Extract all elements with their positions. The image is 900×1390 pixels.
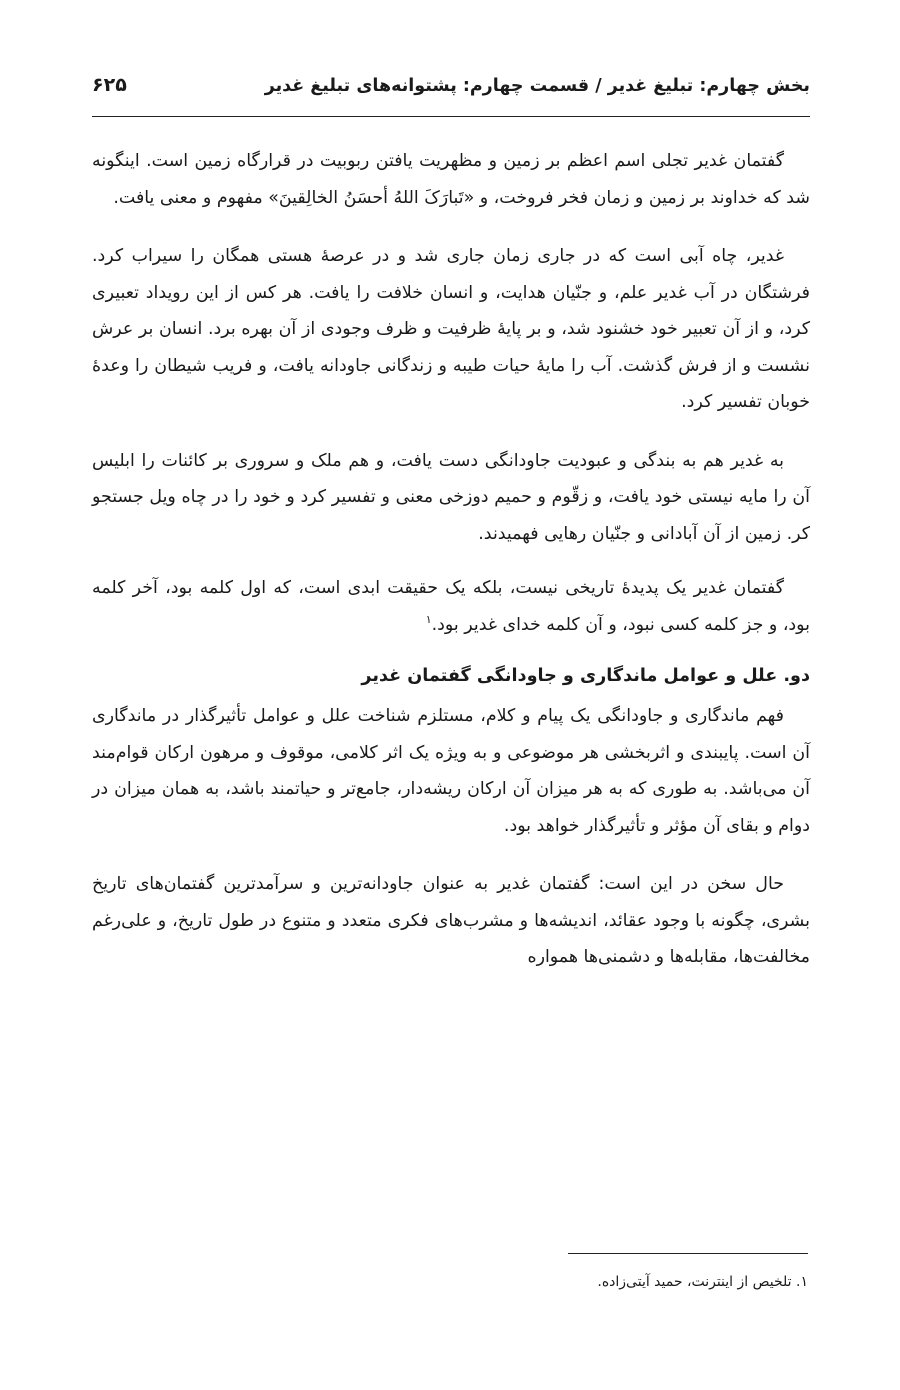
page-header: [92, 72, 810, 117]
section-heading: دو. علل و عوامل ماندگاری و جاودانگی گفتمان غدیر: [361, 666, 810, 686]
footnote-divider: [568, 1253, 808, 1254]
paragraph-4-text: گفتمان غدیر یک پدیدهٔ تاریخی نیست، بلکه یک حقیقت ابدی است، که اول کلمه بود، آخر کلمه بود، و جز کلمه کسی نبود، و آن کلمه خدای غدیر بود.: [92, 578, 810, 635]
paragraph-2: غدیر، چاه آبی است که در جاری زمان جاری شد و در عرصهٔ هستی همگان را سیراب کرد. فرشتگان در آب غدیر علم، و جنّیان هدایت، و انسان خلافت را یافت. هر کس از این رویداد تعبیری کرد، و از آن تعبیر خود خشنود شد، و بر پایهٔ ظرفیت و ظرف وجودی از آن بهره برد. انسان بر عرش نشست و از فرش گذشت. آب را مایهٔ حیات طیبه و زندگانی جاودانه یافت، و فریب شیطان را وعدهٔ خوبان تفسیر کرد.: [92, 246, 810, 412]
footnote-marker[interactable]: ۱: [425, 612, 432, 626]
main-text: [92, 143, 810, 976]
paragraph-4: [92, 570, 810, 643]
page-number: ۶۲۵: [92, 74, 127, 96]
paragraph-3: به غدیر هم به بندگی و عبودیت جاودانگی دست یافت، و هم ملک و سروری بر کائنات را ابلیس آن را مایه نیستی خود یافت، و زقّوم و حمیم دوزخی معنی و تفسیر کرد و خود را در چاه ویل جستجو کر. زمین از آن آبادانی و جنّیان رهایی فهمیدند.: [92, 450, 810, 544]
paragraph-1: گفتمان غدیر تجلی اسم اعظم بر زمین و مظهریت یافتن ربوبیت در قرارگاه زمین است. اینگونه شد که خداوند بر زمین و زمان فخر فروخت، و «تَبارَکَ اللهُ أحسَنُ الخالِقینَ» مفهوم و معنی یافت.: [92, 151, 810, 208]
footnote: ۱. تلخیص از اینترنت، حمید آیتی‌زاده.: [597, 1274, 808, 1290]
running-head: بخش چهارم: تبلیغ غدیر / قسمت چهارم: پشتوانه‌های تبلیغ غدیر: [264, 76, 810, 96]
paragraph-5: فهم ماندگاری و جاودانگی یک پیام و کلام، مستلزم شناخت علل و عوامل تأثیرگذار در ماندگاری آن است. پایبندی و اثربخشی هر موضوعی و به ویژه یک اثر کلامی، موقوف و مرهون ارکان قوام‌مند آن می‌باشد. به طوری که به هر میزان آن ارکان ریشه‌دار، جامع‌تر و حیاتمند باشد، به همان میزان در دوام و بقای آن مؤثر و تأثیرگذار خواهد بود.: [92, 706, 810, 836]
paragraph-6: حال سخن در این است: گفتمان غدیر به عنوان جاودانه‌ترین و سرآمدترین گفتمان‌های تاریخ بشری، چگونه با وجود عقائد، اندیشه‌ها و مشرب‌های فکری متعدد و متنوع در طول تاریخ، و علی‌رغم مخالفت‌ها، مقابله‌ها و دشمنی‌ها همواره: [92, 874, 810, 967]
